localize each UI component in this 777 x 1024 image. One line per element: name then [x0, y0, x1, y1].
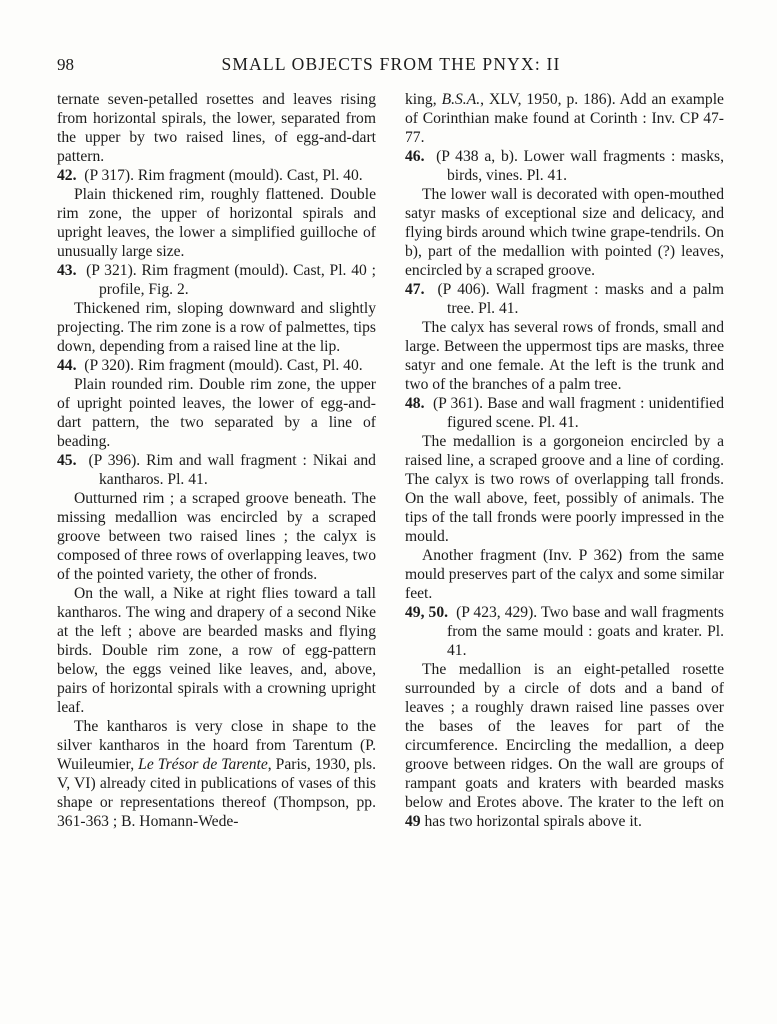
paragraph	[57, 584, 376, 717]
entry-number: 47.	[405, 281, 438, 298]
text-run: (P 438 a, b). Lower wall fragments : masks, birds, vines. Pl. 41.	[436, 148, 724, 184]
text-run: The lower wall is decorated with open-mouthed satyr masks of exceptional size and delicacy, and flying birds around which twine grape-tendrils. On b), part of the medallion with pointed (?) leaves, encircled by a scraped groove.	[405, 186, 724, 279]
page-header	[57, 54, 725, 76]
paragraph	[57, 489, 376, 584]
paragraph	[405, 660, 724, 831]
page-number: 98	[57, 55, 74, 74]
catalog-entry-heading	[405, 147, 724, 185]
paragraph	[405, 546, 724, 603]
paragraph	[405, 318, 724, 394]
text-run: On the wall, a Nike at right flies toward a tall kantharos. The wing and drapery of a second Nike at the left ; above are bearded masks and flying birds. Double rim zone, a row of egg-pattern below, the eggs veined like leaves, and, above, pairs of horizontal spirals with a crowning upright leaf.	[57, 585, 376, 716]
entry-number: 46.	[405, 148, 437, 165]
text-run: The medallion is an eight-petalled rosette surrounded by a circle of dots and a band of leaves ; a roughly drawn raised line passes over the bases of the leaves for part of the circumference. Encircling the medallion, a deep groove between ridges. On the wall are groups of rampant goats and kraters with bearded masks below and Erotes above. The krater to the left on	[405, 661, 724, 811]
text-run: has two horizontal spirals above it.	[420, 813, 642, 830]
paragraph	[57, 717, 376, 831]
bold-text-run: 49	[405, 813, 421, 830]
text-run: (P 317). Rim fragment (mould). Cast, Pl. 40.	[84, 167, 363, 184]
paragraph	[405, 185, 724, 280]
text-run: The calyx has several rows of fronds, small and large. Between the uppermost tips are masks, three satyr and one female. At the left is the trunk and two of the branches of a palm tree.	[405, 319, 724, 393]
text-columns	[57, 90, 724, 831]
text-run: Plain thickened rim, roughly flattened. Double rim zone, the upper of horizontal spirals and upright leaves, the lower a simplified guilloche of unusually large size.	[57, 186, 376, 260]
text-run: Another fragment (Inv. P 362) from the same mould preserves part of the calyx and some similar feet.	[405, 547, 724, 602]
text-run: Plain rounded rim. Double rim zone, the upper of upright pointed leaves, the lower of egg-and-dart pattern, the two separated by a line of beading.	[57, 376, 376, 450]
entry-number: 43.	[57, 262, 87, 279]
paragraph	[57, 375, 376, 451]
paragraph	[405, 432, 724, 546]
paragraph	[57, 299, 376, 356]
catalog-entry-heading	[405, 394, 724, 432]
paragraph	[405, 90, 724, 147]
entry-number: 42.	[57, 167, 85, 184]
catalog-entry-heading	[57, 451, 376, 489]
italic-text-run: Le Trésor de Tarente	[138, 756, 268, 773]
entry-number: 44.	[57, 357, 85, 374]
text-run: (P 406). Wall fragment : masks and a palm tree. Pl. 41.	[437, 281, 724, 317]
text-run: , Paris, 1930, pls. V, VI) already cited in publications of vases of this shape or representations thereof (Thompson, pp. 361-363 ; B. Homann-Wede-	[57, 756, 376, 830]
italic-text-run: B.S.A.	[441, 91, 481, 108]
running-title: SMALL OBJECTS FROM THE PNYX: II	[221, 54, 561, 74]
catalog-entry-heading	[57, 261, 376, 299]
paragraph	[57, 90, 376, 166]
text-run: Thickened rim, sloping downward and slightly projecting. The rim zone is a row of palmettes, tips down, depending from a raised line at the lip.	[57, 300, 376, 355]
catalog-entry-heading	[57, 356, 376, 375]
text-run: (P 320). Rim fragment (mould). Cast, Pl. 40.	[84, 357, 363, 374]
catalog-entry-heading	[57, 166, 376, 185]
text-run: king,	[405, 91, 442, 108]
text-run: , XLV, 1950, p. 186). Add an example of Corinthian make found at Corinth : Inv. CP 47-77.	[405, 91, 724, 146]
text-run: (P 361). Base and wall fragment : unidentified figured scene. Pl. 41.	[432, 395, 724, 431]
entry-number: 48.	[405, 395, 433, 412]
left-column	[57, 90, 376, 831]
catalog-entry-heading	[405, 280, 724, 318]
right-column	[405, 90, 724, 831]
entry-number: 49, 50.	[405, 604, 457, 621]
text-run: Outturned rim ; a scraped groove beneath. The missing medallion was encircled by a scraped groove between two raised lines ; the calyx is composed of three rows of overlapping leaves, two of the pointed variety, the other of fronds.	[57, 490, 376, 583]
catalog-entry-heading	[405, 603, 724, 660]
entry-number: 45.	[57, 452, 89, 469]
text-run: (P 396). Rim and wall fragment : Nikai and kantharos. Pl. 41.	[88, 452, 376, 488]
text-run: The medallion is a gorgoneion encircled by a raised line, a scraped groove and a line of cording. The calyx is two rows of overlapping tall fronds. On the wall above, feet, possibly of animals. The tips of the tall fronds were poorly impressed in the mould.	[405, 433, 724, 545]
text-run: ternate seven-petalled rosettes and leaves rising from horizontal spirals, the lower, separated from the upper by two raised lines, of egg-and-dart pattern.	[57, 91, 376, 165]
text-run: (P 423, 429). Two base and wall fragments from the same mould : goats and krater. Pl. 41.	[447, 604, 724, 659]
paragraph	[57, 185, 376, 261]
text-run: (P 321). Rim fragment (mould). Cast, Pl. 40 ; profile, Fig. 2.	[86, 262, 376, 298]
text-run: The kantharos is very close in shape to the silver kantharos in the hoard from Tarentum (P. Wuileumier,	[57, 718, 376, 773]
